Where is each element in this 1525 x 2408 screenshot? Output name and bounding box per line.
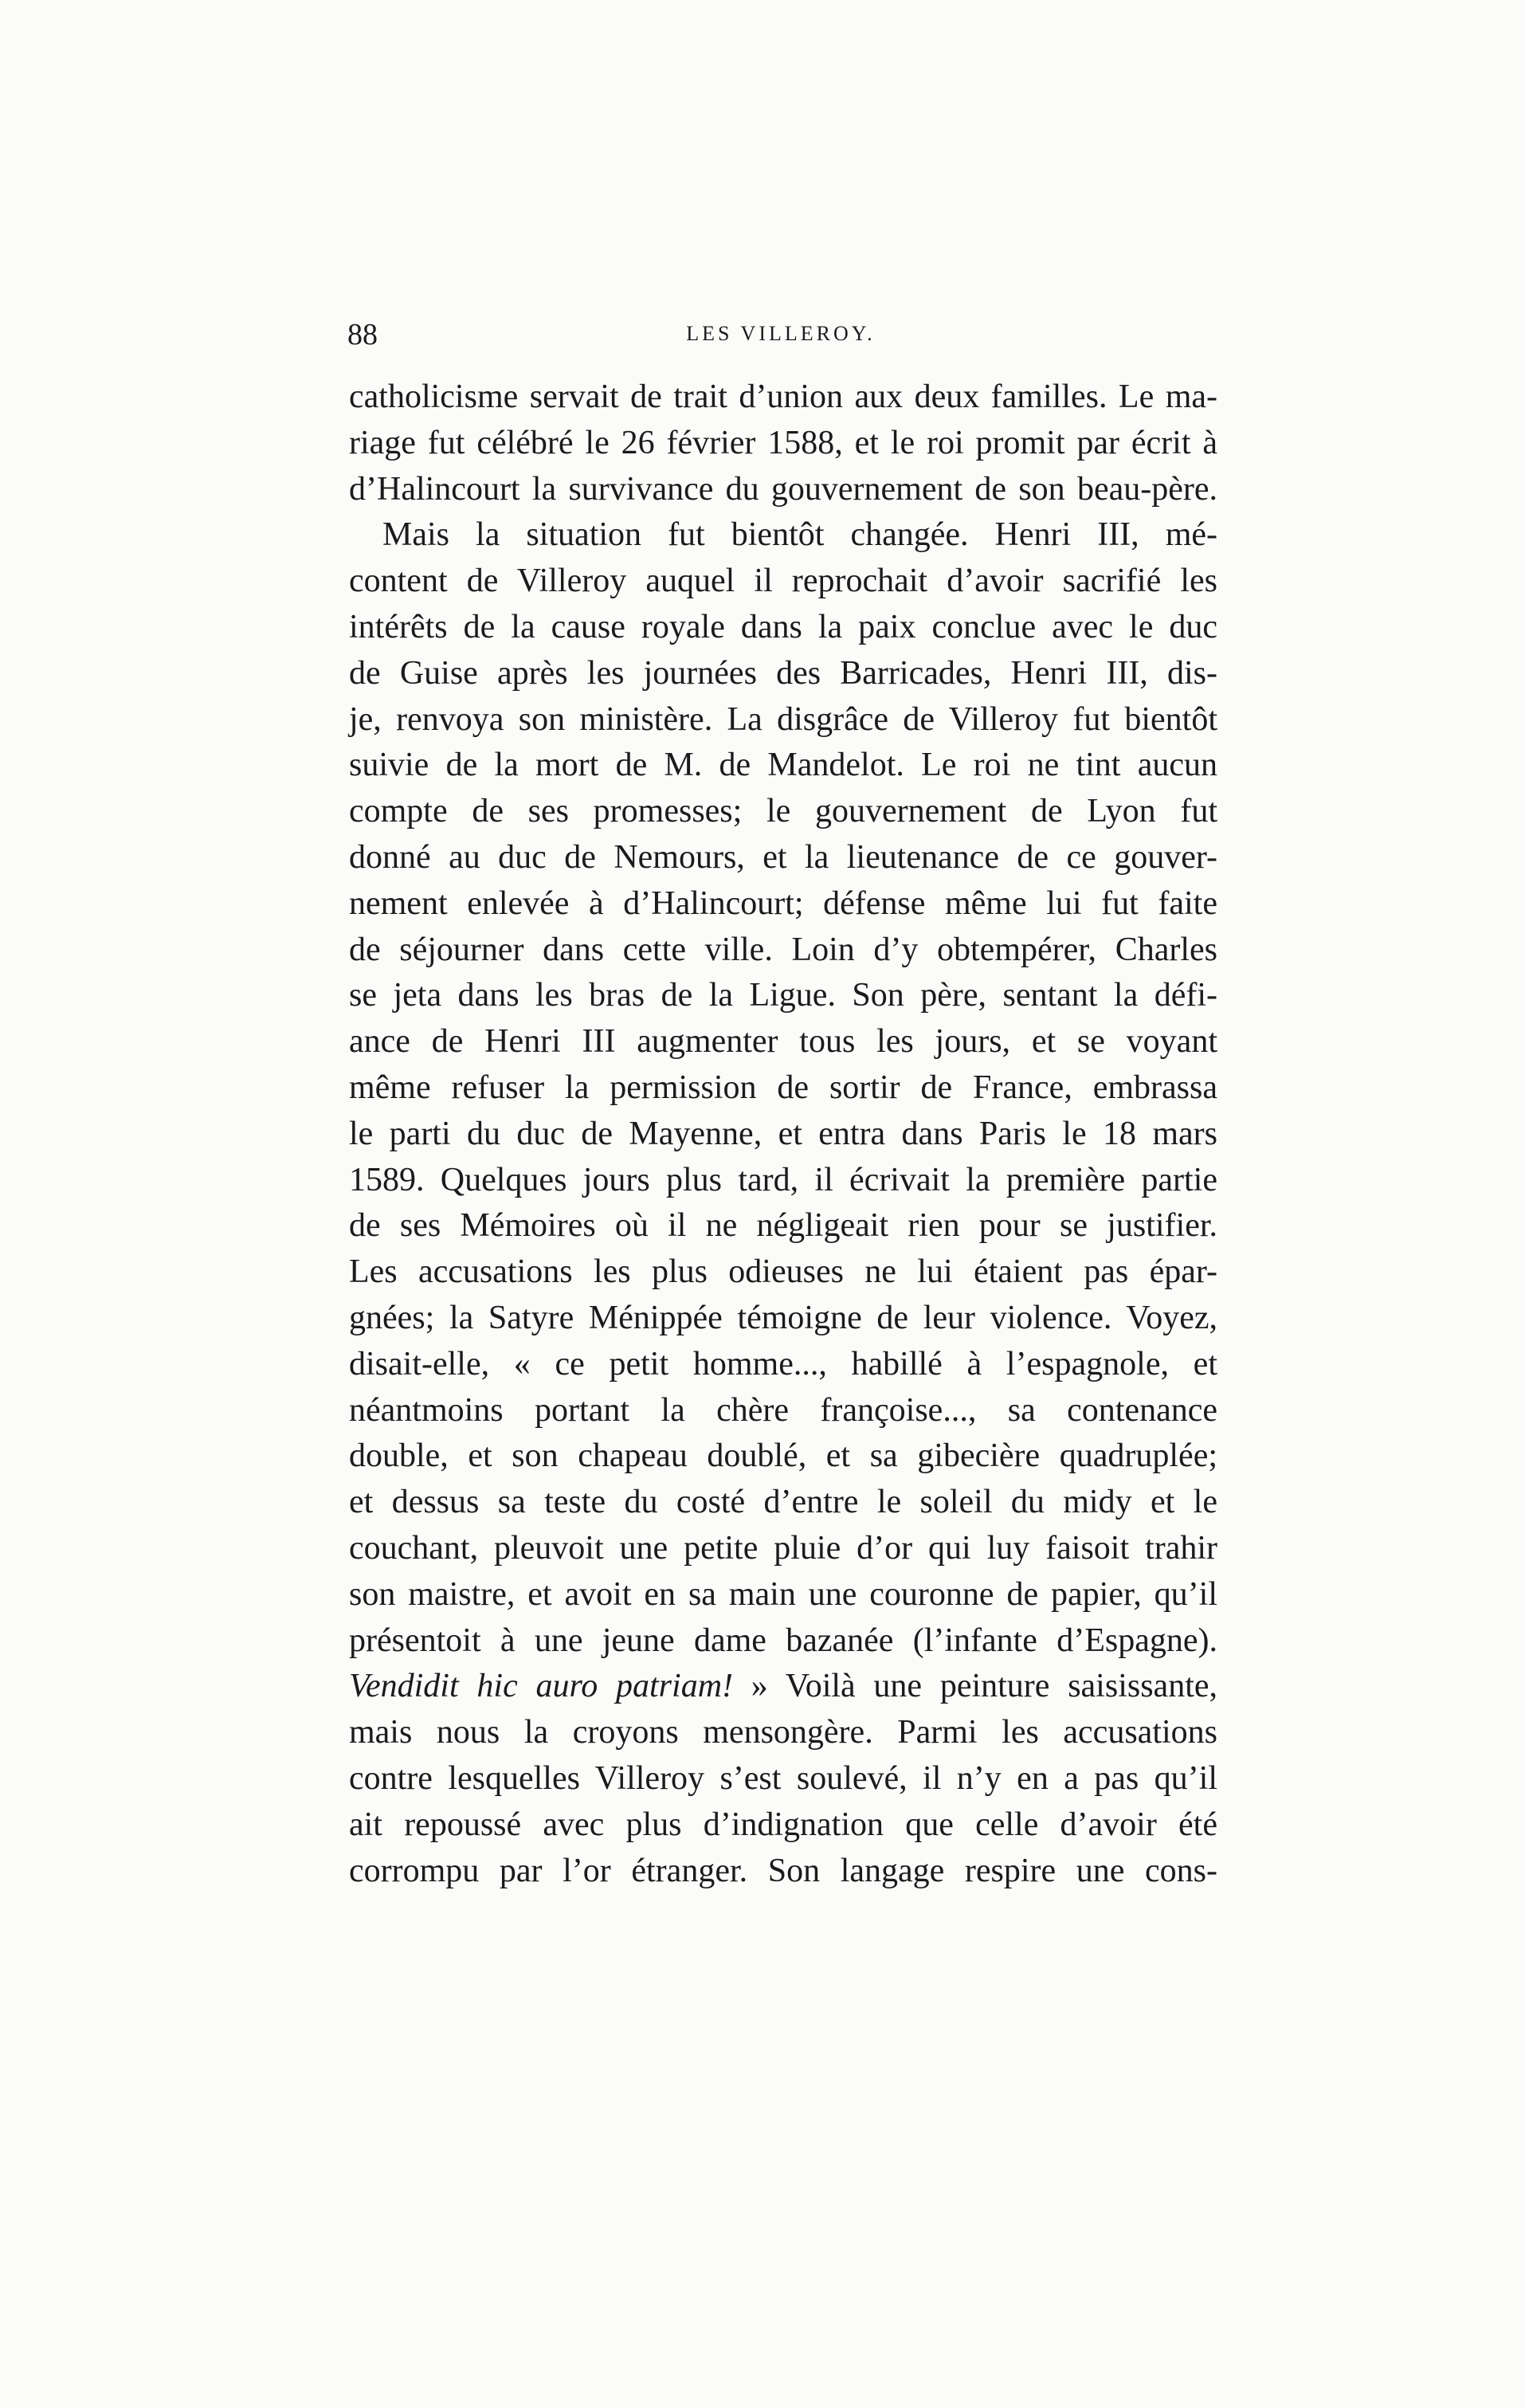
text-line: ance de Henri III augmenter tous les jours, et se voyant (349, 1023, 1217, 1061)
text-line: Mais la situation fut bientôt changée. Henri III, mé- (382, 516, 1217, 554)
text-line-latin-quote (349, 1664, 1217, 1710)
text-line: riage fut célébré le 26 février 1588, et le roi promit par écrit à (349, 424, 1217, 461)
text-line: et dessus sa teste du costé d’entre le soleil du midy et le (349, 1484, 1217, 1521)
body-text (349, 375, 1217, 1894)
text-line: ait repoussé avec plus d’indignation que celle d’avoir été (349, 1806, 1217, 1843)
text-line: content de Villeroy auquel il reprochait d’avoir sacrifié les (349, 563, 1217, 600)
page-number: 88 (347, 318, 378, 351)
text-line: mais nous la croyons mensongère. Parmi les accusations (349, 1714, 1217, 1751)
text-line: compte de ses promesses; le gouvernement de Lyon fut (349, 793, 1217, 830)
text-line: couchant, pleuvoit une petite pluie d’or qui luy faisoit trahir (349, 1529, 1217, 1567)
text-line: d’Halincourt la survivance du gouvernement de son beau-père. (349, 470, 1217, 508)
text-line: nement enlevée à d’Halincourt; défense même lui fut faite (349, 884, 1217, 922)
text-line: 1589. Quelques jours plus tard, il écrivait la première partie (349, 1161, 1217, 1198)
text-line: de Guise après les journées des Barricades, Henri III, dis- (349, 654, 1217, 692)
text-line: le parti du duc de Mayenne, et entra dans Paris le 18 mars (349, 1115, 1217, 1152)
text-line: contre lesquelles Villeroy s’est soulevé, il n’y en a pas qu’il (349, 1759, 1217, 1797)
text-line: intérêts de la cause royale dans la paix conclue avec le duc (349, 608, 1217, 645)
text-line: suivie de la mort de M. de Mandelot. Le roi ne tint aucun (349, 747, 1217, 784)
text-line: disait-elle, « ce petit homme..., habillé à l’espagnole, et (349, 1345, 1217, 1382)
text-line: de séjourner dans cette ville. Loin d’y obtempérer, Charles (349, 931, 1217, 968)
text-line: donné au duc de Nemours, et la lieutenance de ce gouver- (349, 838, 1217, 876)
text-line: même refuser la permission de sortir de France, embrassa (349, 1069, 1217, 1106)
text-line: son maistre, et avoit en sa main une couronne de papier, qu’il (349, 1575, 1217, 1613)
text-line: corrompu par l’or étranger. Son langage respire une cons- (349, 1852, 1217, 1889)
text-fragment: » Voilà une peinture saisissante, (751, 1668, 1218, 1705)
running-title: LES VILLEROY. (686, 322, 876, 345)
page-header (344, 317, 1217, 359)
text-line: présentoit à une jeune dame bazanée (l’infante d’Espagne). (349, 1622, 1217, 1659)
text-line: de ses Mémoires où il ne négligeait rien pour se justifier. (349, 1207, 1217, 1245)
text-line: je, renvoya son ministère. La disgrâce de Villeroy fut bientôt (349, 700, 1217, 738)
text-line: néantmoins portant la chère françoise..., sa contenance (349, 1391, 1217, 1429)
text-line: se jeta dans les bras de la Ligue. Son père, sentant la défi- (349, 977, 1217, 1014)
text-line: double, et son chapeau doublé, et sa gibecière quadruplée; (349, 1437, 1217, 1475)
text-line: gnées; la Satyre Ménippée témoigne de leur violence. Voyez, (349, 1299, 1217, 1336)
text-line: Les accusations les plus odieuses ne lui étaient pas épar- (349, 1253, 1217, 1291)
latin-quote: Vendidit hic auro patriam! (349, 1668, 751, 1705)
text-line: catholicisme servait de trait d’union aux deux familles. Le ma- (349, 378, 1217, 415)
